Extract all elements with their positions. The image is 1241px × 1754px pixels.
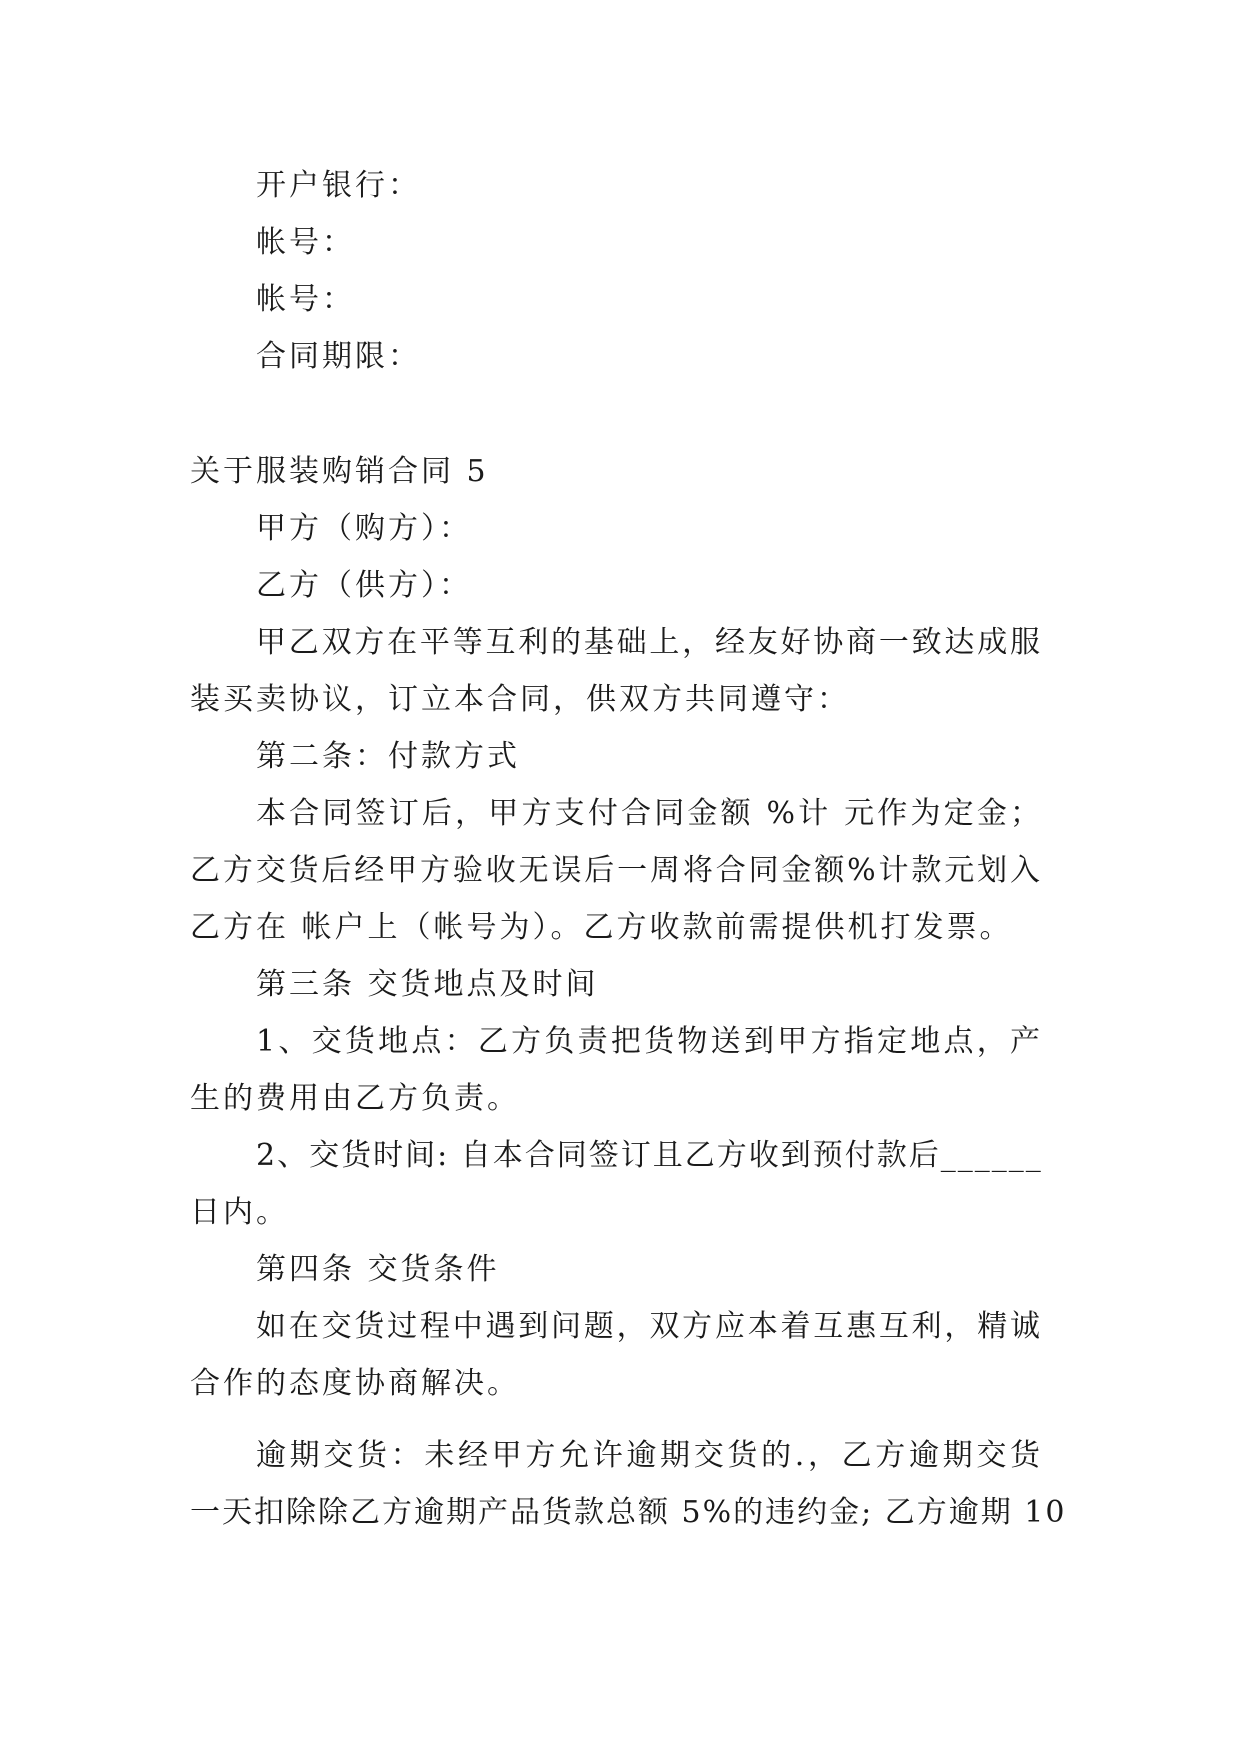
paragraph-line: 1、交货地点：乙方负责把货物送到甲方指定地点，产 (256, 1024, 1042, 1059)
party-b-label: 乙方（供方）： (256, 568, 472, 603)
paragraph-line: 合作的态度协商解决。 (190, 1366, 520, 1401)
account-label-2: 帐号： (256, 282, 355, 317)
paragraph-line: 甲乙双方在平等互利的基础上，经友好协商一致达成服 (256, 625, 1042, 660)
paragraph-line: 乙方交货后经甲方验收无误后一周将合同金额%计款元划入 (190, 853, 1042, 888)
contract-term-label: 合同期限： (256, 339, 421, 374)
paragraph-line: 2、交货时间: 自本合同签订且乙方收到预付款后______ (256, 1138, 1043, 1173)
paragraph-line: 装买卖协议，订立本合同，供双方共同遵守： (190, 682, 850, 717)
paragraph-line: 如在交货过程中遇到问题，双方应本着互惠互利，精诚 (256, 1309, 1042, 1344)
party-a-label: 甲方（购方）： (256, 511, 472, 546)
paragraph-line: 逾期交货：未经甲方允许逾期交货的.，乙方逾期交货 (256, 1438, 1042, 1473)
paragraph-line: 生的费用由乙方负责。 (190, 1081, 520, 1116)
paragraph-line: 日内。 (190, 1195, 289, 1230)
paragraph-line: 乙方在 帐户上（帐号为）。乙方收款前需提供机打发票。 (190, 910, 1013, 945)
bank-label: 开户银行： (256, 168, 421, 203)
article-3-heading: 第三条 交货地点及时间 (256, 967, 599, 1002)
article-2-heading: 第二条：付款方式 (256, 739, 520, 774)
paragraph-line: 一天扣除除乙方逾期产品货款总额 5%的违约金; 乙方逾期 10 (190, 1495, 1067, 1530)
paragraph-line: 本合同签订后，甲方支付合同金额 %计 元作为定金； (256, 796, 1042, 831)
section-title: 关于服装购销合同 5 (190, 454, 489, 489)
article-4-heading: 第四条 交货条件 (256, 1252, 500, 1287)
account-label-1: 帐号： (256, 225, 355, 260)
